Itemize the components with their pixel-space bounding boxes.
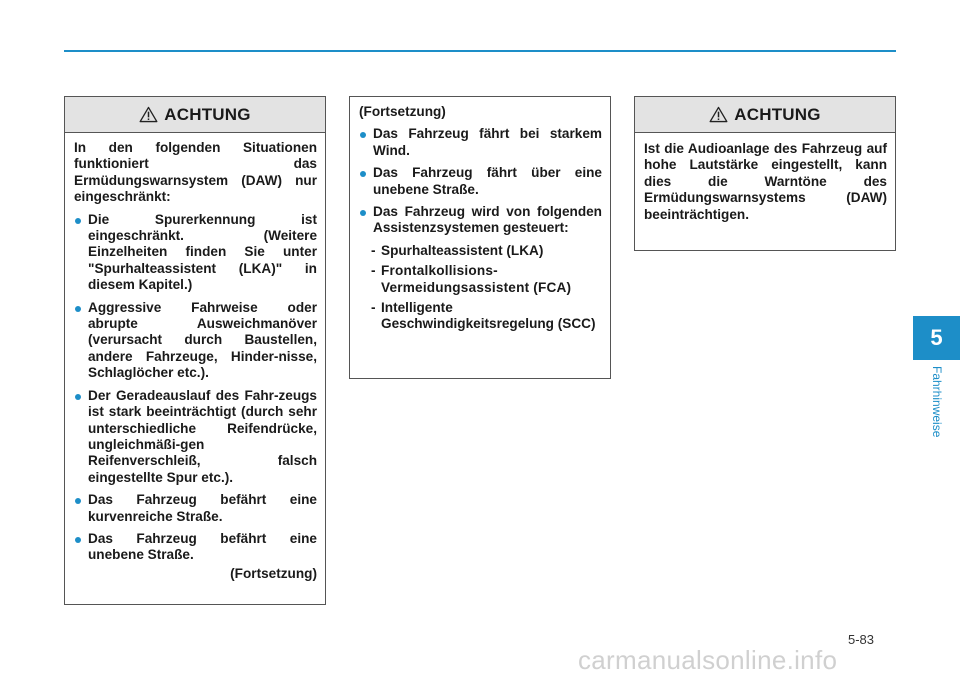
- list-item: Aggressive Fahrweise oder abrupte Ausweichmanöver (verursacht durch Baustellen, andere Fahrzeuge, Hinder-nisse, Schlaglöcher etc.).: [74, 300, 317, 382]
- list-item: Das Fahrzeug fährt bei starkem Wind.: [359, 126, 602, 159]
- caution-box-audio: [634, 96, 896, 251]
- caution-heading: ACHTUNG: [164, 104, 251, 124]
- sub-item-text: Frontalkollisions-Vermeidungsassistent (FCA): [381, 263, 572, 295]
- caution-bullet-list: [74, 212, 317, 564]
- watermark: carmanualsonline.info: [578, 645, 838, 675]
- list-item: Der Geradeauslauf des Fahr-zeugs ist stark beeinträchtigt (durch sehr unterschiedliche Reifendrücke, ungleichmäßi-gen Reifenverschleiß, falsch eingestellte Spur etc.).: [74, 388, 317, 486]
- chapter-number: 5: [930, 325, 943, 350]
- chapter-tab[interactable]: [913, 316, 960, 360]
- caution-text: Ist die Audioanlage des Fahrzeug auf hohe Lautstärke eingestellt, kann dies die Warntöne des Ermüdungswarnsystems (DAW) beeinträchtigen.: [644, 141, 887, 222]
- caution-box-continued: [349, 96, 611, 379]
- page-number: 5-83: [848, 632, 875, 647]
- caution-heading: ACHTUNG: [734, 104, 821, 124]
- sub-item-text: Intelligente Geschwindigkeitsregelung (SCC): [381, 300, 596, 332]
- caution-box-daw-limits: [64, 96, 326, 605]
- caution-bullet-list: [359, 126, 602, 236]
- continued-label: (Fortsetzung): [359, 104, 446, 119]
- sub-item-text: Spurhalteassistent (LKA): [381, 242, 544, 258]
- list-item: Das Fahrzeug wird von folgenden Assistenzsystemen gesteuert:: [359, 204, 602, 237]
- continued-label: (Fortsetzung): [230, 565, 317, 581]
- list-item: Die Spurerkennung ist eingeschränkt. (Weitere Einzelheiten finden Sie unter "Spurhalteassistent (LKA)" in diesem Kapitel.): [74, 212, 317, 294]
- sub-item: - Frontalkollisions-Vermeidungsassistent (FCA): [359, 263, 602, 296]
- list-item: Das Fahrzeug fährt über eine unebene Straße.: [359, 165, 602, 198]
- sub-item: - Spurhalteassistent (LKA): [371, 242, 544, 258]
- top-rule: [64, 50, 896, 52]
- warning-triangle-icon: [709, 106, 728, 123]
- caution-header: [635, 97, 895, 133]
- list-item: Das Fahrzeug befährt eine unebene Straße.: [74, 531, 317, 564]
- chapter-title: Fahrhinweise: [930, 366, 944, 438]
- list-item: Das Fahrzeug befährt eine kurvenreiche Straße.: [74, 492, 317, 525]
- caution-header: [65, 97, 325, 133]
- caution-intro: In den folgenden Situationen funktioniert das Ermüdungswarnsystem (DAW) nur eingeschränkt:: [74, 140, 317, 205]
- sub-item: - Intelligente Geschwindigkeitsregelung (SCC): [359, 300, 602, 333]
- warning-triangle-icon: [139, 106, 158, 123]
